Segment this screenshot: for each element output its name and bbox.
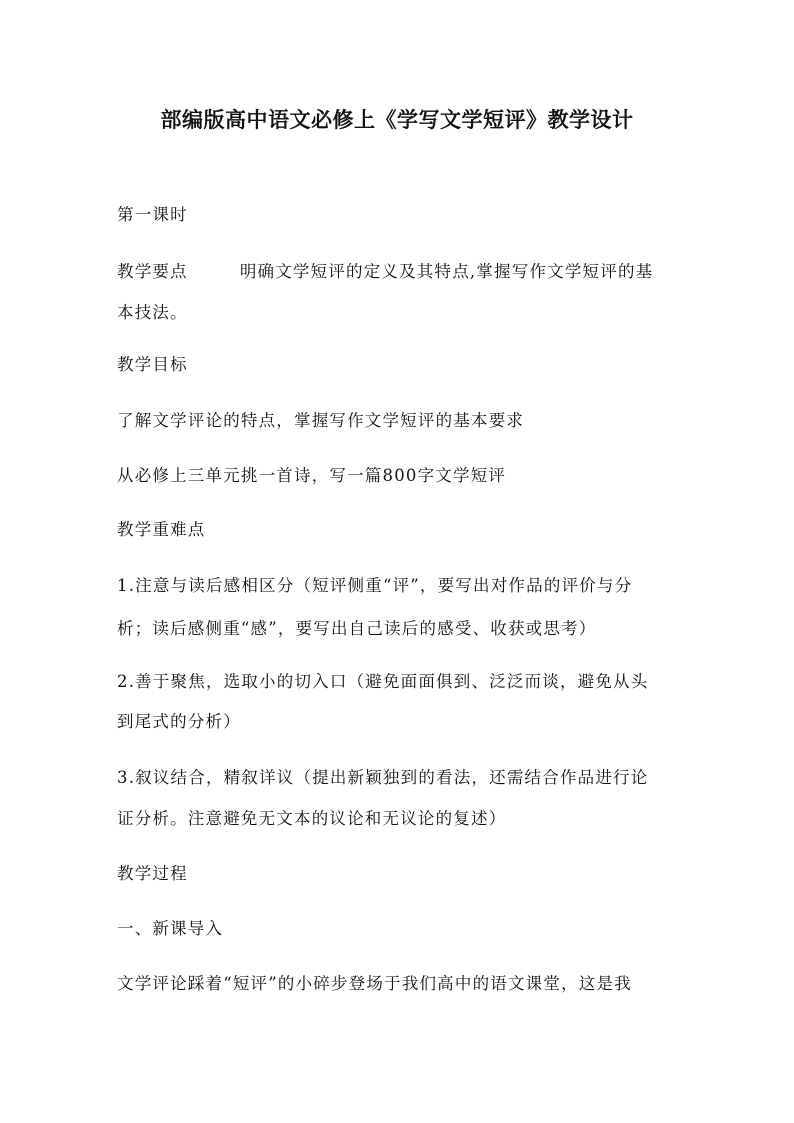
section-1-heading: 一、新课导入 xyxy=(117,919,224,938)
process-heading: 教学过程 xyxy=(117,864,188,883)
document-title: 部编版高中语文必修上《学写文学短评》教学设计 xyxy=(160,108,634,132)
key-points-line-1 xyxy=(117,260,682,284)
paragraph-1-line-1: 文学评论踩着“短评”的小碎步登场于我们高中的语文课堂，这是我 xyxy=(117,974,632,993)
difficulties-heading: 教学重难点 xyxy=(117,520,206,539)
difficulty-3-line-2: 证分析。注意避免无文本的议论和无议论的复述） xyxy=(117,809,507,828)
difficulty-2-line-1: 2.善于聚焦，选取小的切入口（避免面面俱到、泛泛而谈，避免从头 xyxy=(117,672,649,691)
objective-item-1: 了解文学评论的特点，掌握写作文学短评的基本要求 xyxy=(117,411,525,430)
difficulty-3-line-1: 3.叙议结合，精叙详议（提出新颖独到的看法，还需结合作品进行论 xyxy=(117,768,649,787)
lesson-heading: 第一课时 xyxy=(117,205,188,224)
objectives-heading: 教学目标 xyxy=(117,355,188,374)
difficulty-1-line-1: 1.注意与读后感相区分（短评侧重“评”，要写出对作品的评价与分 xyxy=(117,576,633,595)
key-points-label: 教学要点 xyxy=(117,262,188,281)
difficulty-2-line-2: 到尾式的分析） xyxy=(117,712,241,731)
objective-item-2: 从必修上三单元挑一首诗，写一篇800字文学短评 xyxy=(117,466,507,485)
key-points-line-2: 本技法。 xyxy=(117,303,188,322)
key-points-text: 明确文学短评的定义及其特点,掌握写作文学短评的基 xyxy=(239,262,654,281)
difficulty-1-line-2: 析；读后感侧重“感”，要写出自己读后的感受、收获或思考） xyxy=(117,619,597,638)
